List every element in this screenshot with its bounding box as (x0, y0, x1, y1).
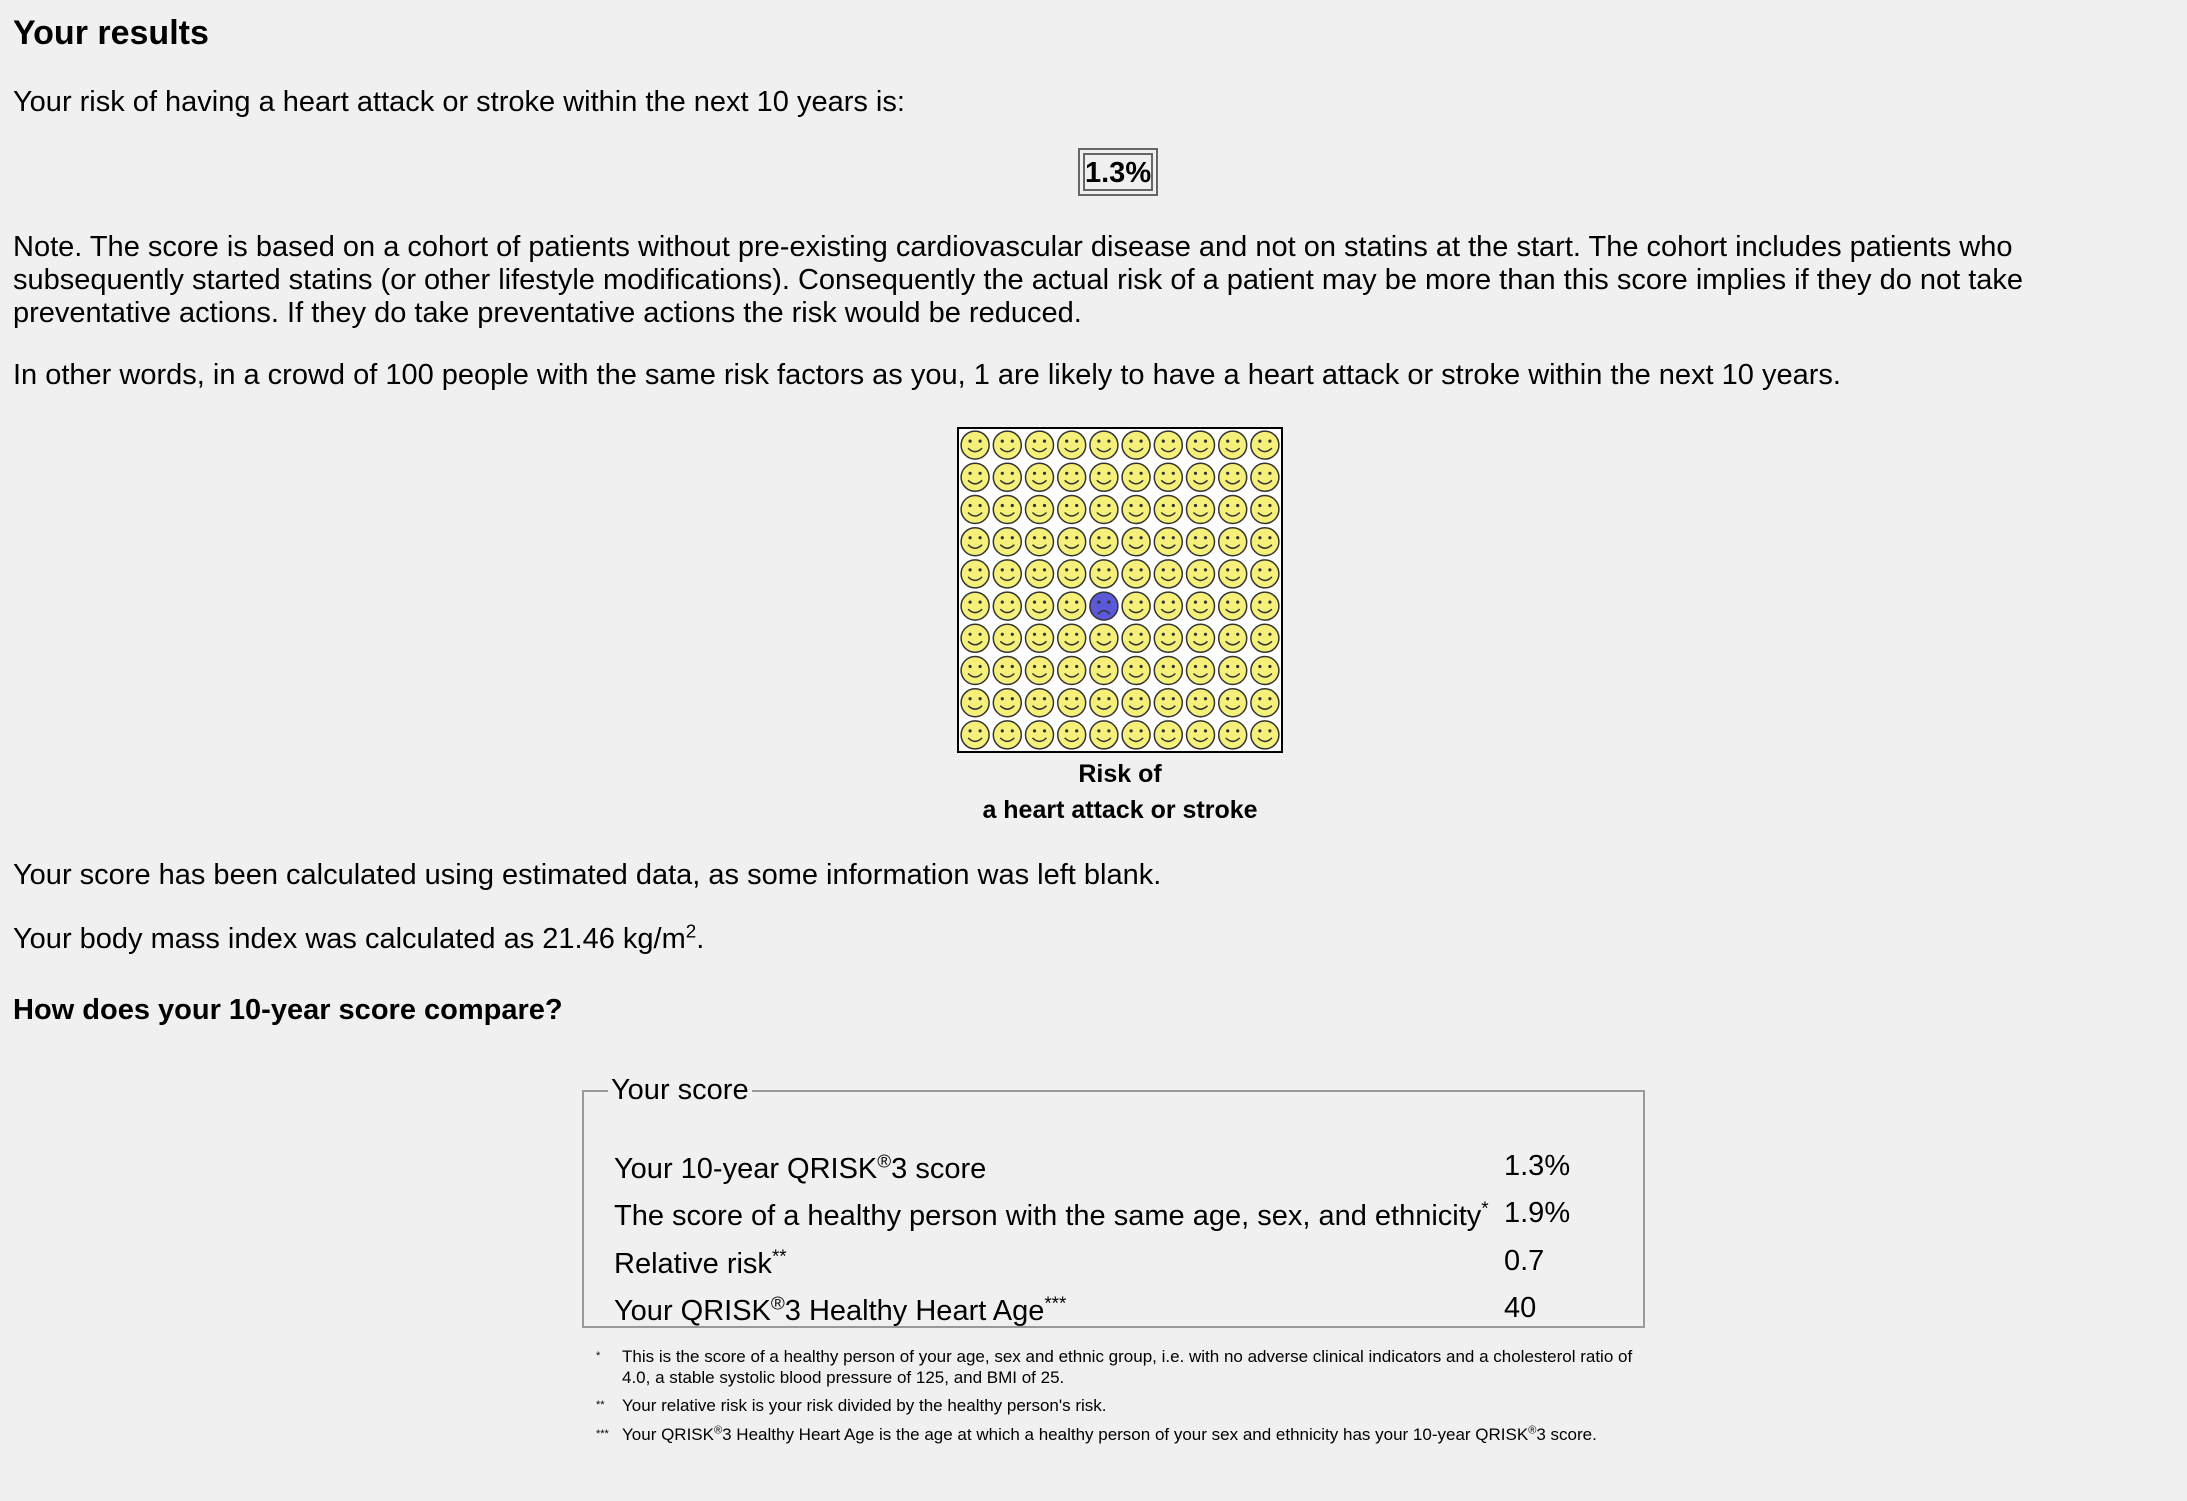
smiley-face-icon (961, 624, 989, 652)
smiley-face-icon (1154, 528, 1182, 556)
smiley-face-icon (1219, 463, 1247, 491)
smiley-face-icon (1219, 496, 1247, 524)
crowd-caption-line1: Risk of (1078, 760, 1162, 788)
smiley-face-icon (1154, 463, 1182, 491)
smiley-face-icon (1187, 689, 1215, 717)
smiley-face-icon (1026, 431, 1054, 459)
footnote-relative-risk (582, 1395, 1645, 1416)
smiley-face-icon (1251, 624, 1279, 652)
smiley-face-icon (1122, 689, 1150, 717)
smiley-face-icon (1058, 528, 1086, 556)
smiley-face-icon (1251, 560, 1279, 588)
score-row-healthy-person (614, 1197, 1614, 1240)
footnote-healthy-person (582, 1346, 1645, 1388)
smiley-face-icon (993, 592, 1021, 620)
smiley-face-icon (961, 463, 989, 491)
smiley-face-icon (1058, 657, 1086, 685)
score-row-heart-age (614, 1292, 1614, 1335)
smiley-face-icon (993, 463, 1021, 491)
smiley-face-icon (1026, 657, 1054, 685)
score-row-qrisk (614, 1150, 1614, 1193)
footnote-mark: * (596, 1350, 601, 1362)
smiley-face-icon (1122, 592, 1150, 620)
score-comparison-box (582, 1074, 1645, 1328)
footnote-text: Your QRISK®3 Healthy Heart Age is the age at which a healthy person of your sex and ethnicity has your 10-year QRISK®3 score. (622, 1424, 1597, 1444)
smiley-face-icon (1187, 592, 1215, 620)
footnote-mark: ** (596, 1399, 605, 1411)
smiley-face-icon (993, 721, 1021, 749)
smiley-face-icon (1026, 496, 1054, 524)
footnote-text: Your relative risk is your risk divided by the healthy person's risk. (622, 1396, 1107, 1415)
smiley-face-icon (1251, 528, 1279, 556)
smiley-face-icon (1090, 496, 1118, 524)
crowd-text: In other words, in a crowd of 100 people with the same risk factors as you, 1 are likely to have a heart attack or stroke within the next 10 years. (13, 359, 1841, 391)
smiley-face-icon (993, 624, 1021, 652)
smiley-face-icon (1251, 689, 1279, 717)
score-box-legend: Your score (611, 1074, 749, 1106)
smiley-face-icon (961, 431, 989, 459)
smiley-face-icon (1187, 657, 1215, 685)
smiley-face-icon (1122, 721, 1150, 749)
smiley-face-icon (1026, 528, 1054, 556)
smiley-face-icon (1026, 721, 1054, 749)
bmi-text (13, 920, 705, 956)
smiley-face-icon (961, 592, 989, 620)
smiley-face-icon (1219, 657, 1247, 685)
score-row-label: Relative risk** (614, 1245, 787, 1280)
smiley-face-icon (1251, 721, 1279, 749)
smiley-face-icon (1122, 624, 1150, 652)
smiley-face-icon (1154, 624, 1182, 652)
footnote-mark: *** (596, 1428, 609, 1440)
smiley-face-icon (1122, 657, 1150, 685)
smiley-face-icon (1058, 496, 1086, 524)
smiley-face-icon (961, 496, 989, 524)
cohort-note: Note. The score is based on a cohort of patients without pre-existing cardiovascular disease and not on statins at the start. The cohort includes patients who subsequently started statins (or other lifestyle modifications). Consequently the actual risk of a patient may be more than this score implies if they do not take preventative actions. If they do take preventative actions the risk would be reduced. (13, 231, 2024, 329)
smiley-face-icon (961, 721, 989, 749)
smiley-face-icon (1026, 560, 1054, 588)
smiley-face-icon (1122, 496, 1150, 524)
smiley-face-icon (1058, 560, 1086, 588)
smiley-face-icon (961, 657, 989, 685)
smiley-face-icon (1090, 689, 1118, 717)
smiley-face-icon (961, 528, 989, 556)
smiley-face-icon (1219, 624, 1247, 652)
footnote-text: This is the score of a healthy person of your age, sex and ethnic group, i.e. with no adverse clinical indicators and a cholesterol ratio of 4.0, a stable systolic blood pressure of 125, and BMI of 25. (622, 1347, 1633, 1387)
score-row-label: Your 10-year QRISK®3 score (614, 1150, 987, 1185)
smiley-face-icon (1154, 431, 1182, 459)
smiley-face-icon (1187, 496, 1215, 524)
score-row-value: 40 (1504, 1292, 1537, 1324)
sad-face-icon (1090, 592, 1118, 620)
smiley-face-icon (1122, 463, 1150, 491)
score-row-value: 1.3% (1504, 1150, 1571, 1182)
compare-heading: How does your 10-year score compare? (13, 994, 563, 1026)
smiley-face-icon (1026, 689, 1054, 717)
smiley-face-icon (1154, 721, 1182, 749)
smiley-face-icon (1058, 431, 1086, 459)
smiley-face-icon (1154, 496, 1182, 524)
smiley-face-icon (1251, 657, 1279, 685)
crowd-grid (957, 427, 1283, 753)
smiley-face-icon (1154, 592, 1182, 620)
smiley-face-icon (1058, 463, 1086, 491)
smiley-face-icon (1026, 592, 1054, 620)
smiley-face-icon (1219, 560, 1247, 588)
smiley-face-icon (1122, 431, 1150, 459)
smiley-face-icon (961, 689, 989, 717)
smiley-face-icon (993, 496, 1021, 524)
smiley-face-icon (1122, 560, 1150, 588)
smiley-face-icon (1090, 721, 1118, 749)
smiley-face-icon (1219, 431, 1247, 459)
smiley-face-icon (1090, 624, 1118, 652)
smiley-face-icon (1187, 721, 1215, 749)
smiley-face-icon (1154, 560, 1182, 588)
smiley-face-icon (993, 689, 1021, 717)
smiley-face-icon (1187, 624, 1215, 652)
smiley-face-icon (1219, 592, 1247, 620)
risk-intro: Your risk of having a heart attack or stroke within the next 10 years is: (13, 86, 905, 118)
score-row-relative-risk (614, 1245, 1614, 1288)
smiley-face-icon (1251, 496, 1279, 524)
smiley-face-icon (1187, 528, 1215, 556)
smiley-face-icon (1122, 528, 1150, 556)
smiley-face-icon (1251, 592, 1279, 620)
footnote-heart-age (582, 1424, 1645, 1445)
bmi-sup: 2 (685, 920, 697, 942)
smiley-face-icon (1026, 624, 1054, 652)
smiley-face-icon (993, 560, 1021, 588)
smiley-face-icon (1058, 721, 1086, 749)
estimated-data-text: Your score has been calculated using estimated data, as some information was left blank. (13, 859, 1162, 891)
smiley-face-icon (1187, 560, 1215, 588)
smiley-face-icon (1026, 463, 1054, 491)
smiley-face-icon (1090, 657, 1118, 685)
risk-result-box (1078, 148, 1158, 196)
smiley-face-icon (1219, 528, 1247, 556)
risk-value: 1.3% (1083, 153, 1153, 191)
score-row-label: Your QRISK®3 Healthy Heart Age*** (614, 1292, 1067, 1327)
smiley-face-icon (1251, 463, 1279, 491)
smiley-face-icon (1187, 431, 1215, 459)
score-row-value: 0.7 (1504, 1245, 1545, 1277)
bmi-suffix: . (696, 923, 705, 955)
smiley-face-icon (1154, 689, 1182, 717)
smiley-face-icon (1090, 463, 1118, 491)
smiley-face-icon (1090, 528, 1118, 556)
smiley-face-icon (1058, 592, 1086, 620)
smiley-face-icon (1251, 431, 1279, 459)
smiley-face-icon (993, 657, 1021, 685)
smiley-face-icon (1219, 689, 1247, 717)
smiley-face-icon (1058, 624, 1086, 652)
smiley-face-icon (1219, 721, 1247, 749)
score-row-label: The score of a healthy person with the same age, sex, and ethnicity* (614, 1197, 1489, 1232)
page-title: Your results (13, 14, 209, 52)
smiley-face-icon (1187, 463, 1215, 491)
bmi-prefix: Your body mass index was calculated as 21.46 kg/m (13, 923, 686, 955)
smiley-face-icon (1090, 431, 1118, 459)
smiley-face-icon (993, 431, 1021, 459)
smiley-face-icon (993, 528, 1021, 556)
smiley-face-icon (1058, 689, 1086, 717)
crowd-caption-line2: a heart attack or stroke (982, 796, 1258, 824)
score-row-value: 1.9% (1504, 1197, 1571, 1229)
smiley-face-icon (1090, 560, 1118, 588)
smiley-face-icon (1154, 657, 1182, 685)
smiley-face-icon (961, 560, 989, 588)
